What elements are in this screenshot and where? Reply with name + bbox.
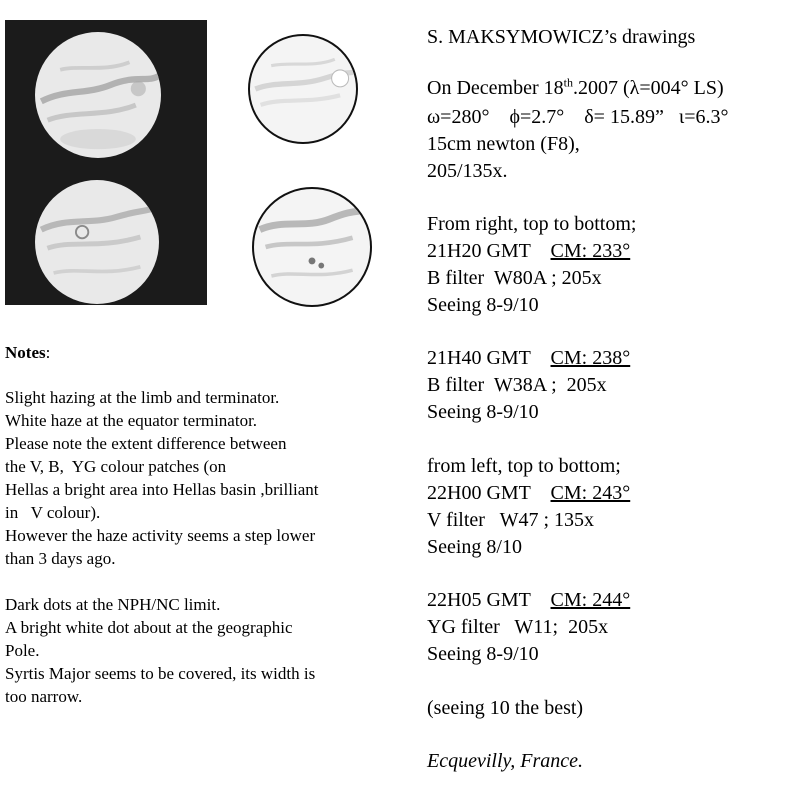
obs1-time: 21H20 GMT bbox=[427, 240, 531, 262]
magnification: 205/135x. bbox=[427, 160, 508, 182]
mars-drawing-bottom-right bbox=[252, 187, 372, 307]
mars-drawing-top-right bbox=[248, 34, 358, 144]
obs1-time-line bbox=[427, 238, 630, 264]
observation-date bbox=[427, 75, 724, 101]
note-line: White haze at the equator terminator. bbox=[5, 411, 258, 430]
group-heading-right: From right, top to bottom; bbox=[427, 213, 637, 235]
obs2-time-line bbox=[427, 345, 630, 371]
note-line: Syrtis Major seems to be covered, its width is bbox=[5, 664, 316, 683]
telescope: 15cm newton (F8), bbox=[427, 133, 580, 155]
obs3-time: 22H00 GMT bbox=[427, 482, 531, 504]
notes-heading-colon: : bbox=[45, 343, 51, 362]
drawings-panel-light bbox=[228, 22, 388, 317]
date-prefix: On December 18 bbox=[427, 77, 564, 99]
note-line: Hellas a bright area into Hellas basin ,brilliant bbox=[5, 480, 319, 499]
date-suffix: th bbox=[563, 75, 573, 90]
note-line: the V, B, YG colour patches (on bbox=[5, 457, 227, 476]
note-line: Dark dots at the NPH/NC limit. bbox=[5, 595, 221, 614]
obs1-seeing: Seeing 8-9/10 bbox=[427, 294, 539, 316]
obs4-seeing: Seeing 8-9/10 bbox=[427, 643, 539, 665]
obs2-cm: CM: 238° bbox=[550, 347, 631, 369]
observation-parameters: ω=280° ϕ=2.7° δ= 15.89” ι=6.3° bbox=[427, 106, 729, 128]
seeing-scale-note: (seeing 10 the best) bbox=[427, 697, 584, 719]
note-line: Pole. bbox=[5, 641, 40, 660]
mars-drawing-top-left bbox=[35, 32, 161, 158]
document-title: S. MAKSYMOWICZ’s drawings bbox=[427, 26, 696, 48]
note-line: Please note the extent difference between bbox=[5, 434, 287, 453]
note-line: than 3 days ago. bbox=[5, 549, 116, 568]
obs4-cm: CM: 244° bbox=[550, 589, 631, 611]
note-line: too narrow. bbox=[5, 687, 83, 706]
obs2-filter: B filter W38A ; 205x bbox=[427, 374, 607, 396]
drawings-panel-dark bbox=[5, 20, 207, 305]
note-line: A bright white dot about at the geographic bbox=[5, 618, 293, 637]
observer-location: Ecquevilly, France. bbox=[427, 750, 584, 772]
note-line: in V colour). bbox=[5, 503, 101, 522]
obs3-filter: V filter W47 ; 135x bbox=[427, 509, 595, 531]
obs1-cm: CM: 233° bbox=[550, 240, 631, 262]
obs2-time: 21H40 GMT bbox=[427, 347, 531, 369]
obs1-filter: B filter W80A ; 205x bbox=[427, 267, 602, 289]
obs4-time: 22H05 GMT bbox=[427, 589, 531, 611]
obs3-time-line bbox=[427, 480, 630, 506]
obs4-time-line bbox=[427, 587, 630, 613]
date-rest: .2007 (λ=004° LS) bbox=[572, 77, 724, 99]
obs4-filter: YG filter W11; 205x bbox=[427, 616, 609, 638]
obs3-cm: CM: 243° bbox=[550, 482, 631, 504]
group-heading-left: from left, top to bottom; bbox=[427, 455, 621, 477]
note-line: However the haze activity seems a step lower bbox=[5, 526, 316, 545]
mars-drawing-bottom-left bbox=[35, 180, 159, 304]
notes-heading bbox=[5, 342, 50, 363]
notes-heading-label: Notes bbox=[5, 343, 46, 362]
note-line: Slight hazing at the limb and terminator. bbox=[5, 388, 280, 407]
obs3-seeing: Seeing 8/10 bbox=[427, 536, 522, 558]
obs2-seeing: Seeing 8-9/10 bbox=[427, 401, 539, 423]
